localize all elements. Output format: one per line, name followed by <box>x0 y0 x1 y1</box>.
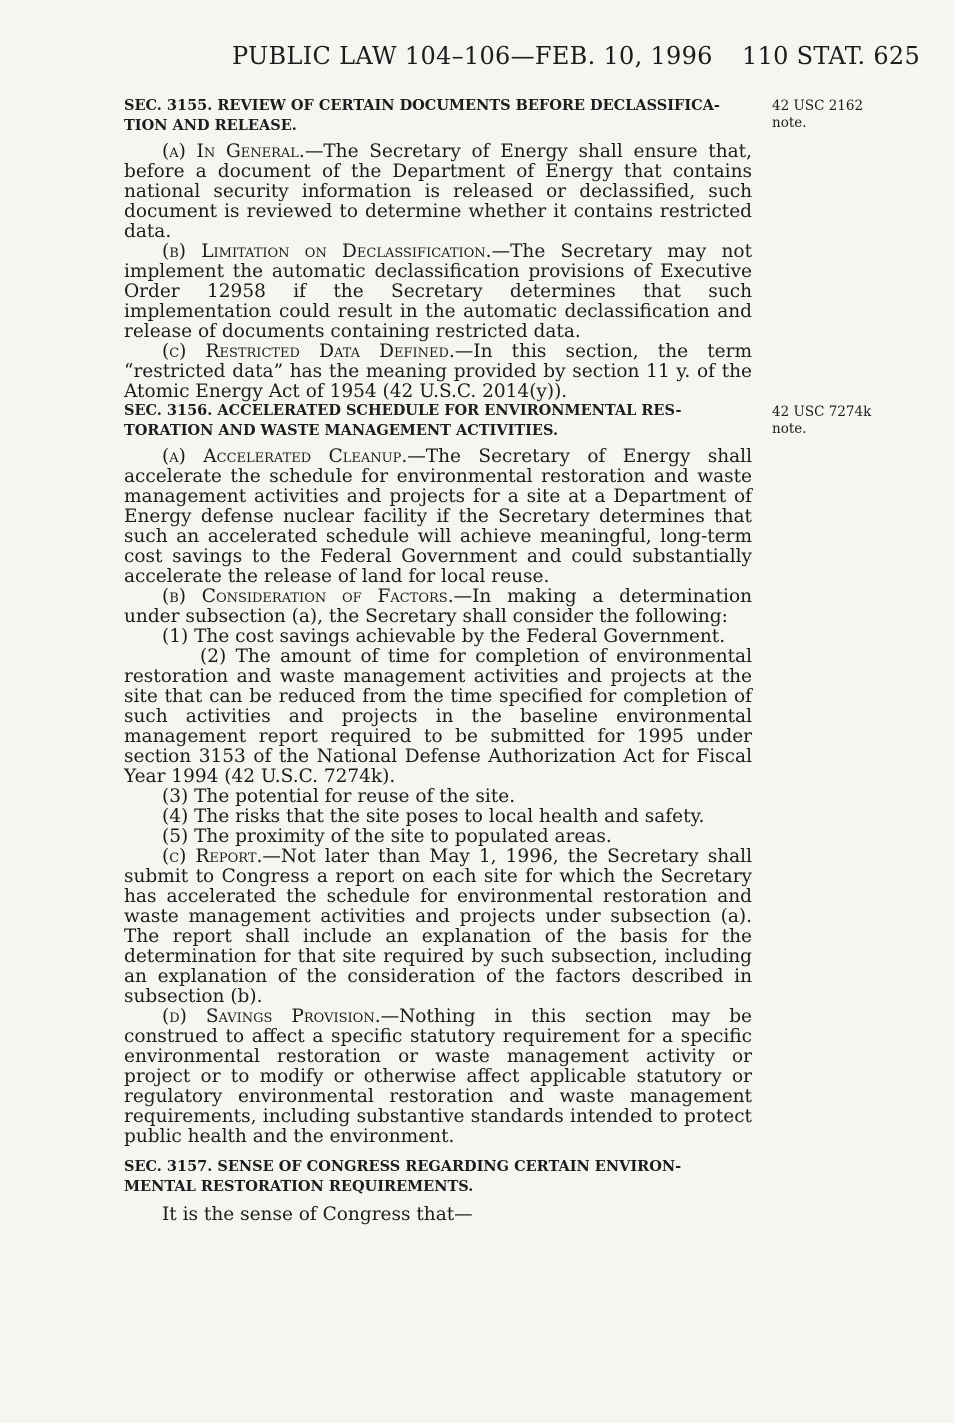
subsection-d <box>124 1007 752 1147</box>
subsection-c <box>124 342 752 402</box>
section-heading-line2: TION AND RELEASE. <box>124 117 297 134</box>
list-item: (5) The proximity of the site to populated areas. <box>162 826 612 847</box>
section-heading <box>124 1157 752 1197</box>
subsection-b <box>124 587 752 627</box>
subsection-label: (a) In General. <box>162 141 305 162</box>
margin-note-label: note. <box>772 115 807 131</box>
list-item: (3) The potential for reuse of the site. <box>162 786 516 807</box>
subsection-text: —Nothing in this section may be construed to affect a specific statutory requirement for a specific environmental restoration or waste management activity or project or to modify or otherwise affect applicable statutory or regulatory environmental restoration and waste management requirements, including substantive standards intended to protect public health and the environment. <box>124 1006 752 1147</box>
list-item <box>124 647 752 787</box>
subsection-a <box>124 447 752 587</box>
subsection-c <box>124 847 752 1007</box>
section-heading-line1: SEC. 3157. SENSE OF CONGRESS REGARDING CERTAIN ENVIRON- <box>124 1158 682 1175</box>
subsection-label: (c) Restricted Data Defined. <box>162 341 455 362</box>
section-heading <box>124 96 752 136</box>
subsection-label: (d) Savings Provision. <box>162 1006 381 1027</box>
list-item: (1) The cost savings achievable by the Federal Government. <box>162 626 726 647</box>
margin-note-citation: 42 USC 2162 <box>772 98 864 114</box>
subsection-label: (c) Report. <box>162 846 263 867</box>
subsection-text: —In this section, the term “restricted data” has the meaning provided by section 11 y. of the Atomic Energy Act of 1954 (42 U.S.C. 2014(y)). <box>124 341 752 402</box>
section-3157 <box>124 1157 752 1225</box>
subsection-b <box>124 242 752 342</box>
margin-note-label: note. <box>772 421 807 437</box>
section-heading-line1: SEC. 3155. REVIEW OF CERTAIN DOCUMENTS BEFORE DECLASSIFICA- <box>124 97 720 114</box>
section-heading-line2: TORATION AND WASTE MANAGEMENT ACTIVITIES. <box>124 422 558 439</box>
margin-note-sec3155 <box>772 98 863 132</box>
margin-note-citation: 42 USC 7274k <box>772 404 872 420</box>
subsection-text: —Not later than May 1, 1996, the Secretary shall submit to Congress a report on each site for which the Secretary has accelerated the schedule for environmental restoration and waste management activities and projects under subsection (a). The report shall include an explanation of the basis for the determination for that site required by such subsection, including an explanation of the consideration of the factors described in subsection (b). <box>124 846 752 1007</box>
subsection-text: —The Secretary of Energy shall accelerate the schedule for environmental restoration and waste management activities and projects for a site at a Department of Energy defense nuclear facility if the Secretary determines that such an accelerated schedule will achieve meaningful, long-term cost savings to the Federal Government and could substantially accelerate the release of land for local reuse. <box>124 446 752 587</box>
page-stat-number: 110 STAT. 625 <box>742 42 921 70</box>
subsection-label: (a) Accelerated Cleanup. <box>162 446 408 467</box>
section-heading <box>124 401 752 441</box>
subsection-text: —In making a determination under subsection (a), the Secretary shall consider the following: <box>124 586 752 627</box>
subsection-text: —The Secretary of Energy shall ensure that, before a document of the Department of Energy that contains national security information is released or declassified, such document is reviewed to determine whether it contains restricted data. <box>124 141 752 242</box>
list-item: (4) The risks that the site poses to local health and safety. <box>162 806 705 827</box>
list-item-text: (2) The amount of time for completion of environmental restoration and waste management activities and projects at the site that can be reduced from the time specified for completion of such activities and projects in the baseline environmental management report required to be submitted for 1995 under section 3153 of the National Defense Authorization Act for Fiscal Year 1994 (42 U.S.C. 7274k). <box>124 646 752 787</box>
section-intro: It is the sense of Congress that— <box>162 1204 473 1225</box>
section-heading-line1: SEC. 3156. ACCELERATED SCHEDULE FOR ENVIRONMENTAL RES- <box>124 402 682 419</box>
margin-note-sec3156 <box>772 404 871 438</box>
running-header-title: PUBLIC LAW 104–106—FEB. 10, 1996 <box>232 42 713 70</box>
subsection-label: (b) Limitation on Declassification. <box>162 241 492 262</box>
subsection-text: —The Secretary may not implement the automatic declassification provisions of Executive Order 12958 if the Secretary determines that such implementation could result in the automatic declassification and release of documents containing restricted data. <box>124 241 752 342</box>
subsection-a <box>124 142 752 242</box>
section-3155 <box>124 96 752 402</box>
subsection-label: (b) Consideration of Factors. <box>162 586 454 607</box>
section-3156 <box>124 401 752 1147</box>
section-heading-line2: MENTAL RESTORATION REQUIREMENTS. <box>124 1178 474 1195</box>
